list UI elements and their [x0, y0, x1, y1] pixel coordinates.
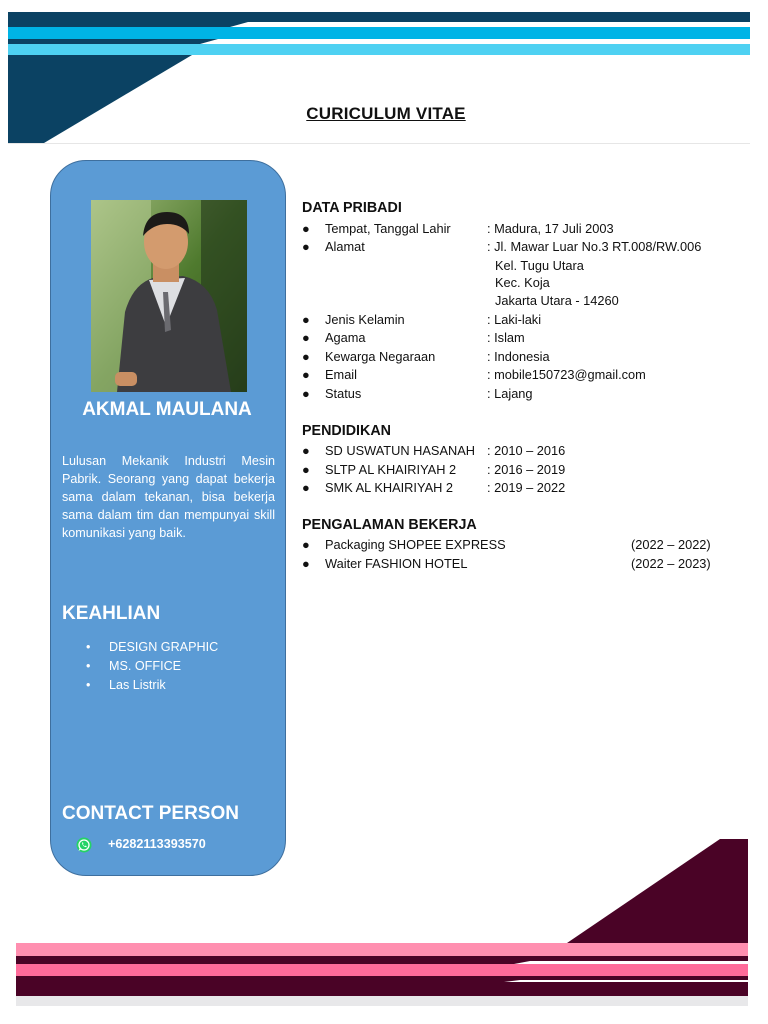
- job-title: Waiter FASHION HOTEL: [325, 556, 468, 571]
- education-row: [302, 442, 752, 461]
- nationality-row: [302, 348, 752, 367]
- birth-label: Tempat, Tanggal Lahir: [325, 221, 451, 236]
- experience-heading: PENGALAMAN BEKERJA: [302, 517, 477, 533]
- school-years: : 2019 – 2022: [487, 480, 566, 495]
- address-line: Kel. Tugu Utara: [495, 258, 584, 273]
- profile-summary: Lulusan Mekanik Industri Mesin Pabrik. Seorang yang dapat bekerja sama dalam tekanan, bisa bekerja sama dalam tim dan mempunyai skill komunikasi yang baik.: [62, 454, 275, 540]
- school-name: SLTP AL KHAIRIYAH 2: [325, 462, 457, 477]
- gender-row: [302, 311, 752, 330]
- email-label: Email: [325, 367, 357, 382]
- address-value: : Jl. Mawar Luar No.3 RT.008/RW.006: [487, 239, 702, 254]
- school-years: : 2016 – 2019: [487, 462, 566, 477]
- religion-label: Agama: [325, 330, 366, 345]
- contact-heading: CONTACT PERSON: [62, 803, 239, 824]
- birth-value: : Madura, 17 Juli 2003: [487, 221, 614, 236]
- religion-value: : Islam: [487, 330, 525, 345]
- email-value: : mobile150723@gmail.com: [487, 367, 646, 382]
- religion-row: [302, 329, 752, 348]
- birth-row: [302, 220, 752, 239]
- page-title: CURICULUM VITAE: [306, 104, 466, 123]
- skill-item: • Las Listrik: [86, 676, 218, 695]
- status-label: Status: [325, 386, 362, 401]
- bullet: ●: [302, 312, 310, 327]
- footer-decoration: [0, 830, 768, 1024]
- nationality-label: Kewarga Negaraan: [325, 349, 436, 364]
- education-heading: PENDIDIKAN: [302, 423, 391, 439]
- skills-heading: KEAHLIAN: [62, 603, 161, 624]
- bullet: ●: [302, 239, 310, 254]
- bullet: ●: [302, 537, 310, 552]
- email-row: [302, 366, 752, 385]
- school-years: : 2010 – 2016: [487, 443, 566, 458]
- bullet: ●: [302, 367, 310, 382]
- status-row: [302, 385, 752, 404]
- bullet: ●: [302, 221, 310, 236]
- profile-photo: [91, 200, 247, 392]
- status-value: : Lajang: [487, 386, 533, 401]
- job-period: (2022 – 2023): [631, 556, 711, 571]
- experience-row: [302, 555, 752, 574]
- education-row: [302, 479, 752, 498]
- address-label: Alamat: [325, 239, 365, 254]
- bullet: ●: [302, 480, 310, 495]
- experience-row: [302, 536, 752, 555]
- personal-data-heading: DATA PRIBADI: [302, 200, 402, 216]
- gender-label: Jenis Kelamin: [325, 312, 405, 327]
- address-line: Kec. Koja: [495, 275, 550, 290]
- address-line: Jakarta Utara - 14260: [495, 293, 619, 308]
- skills-list: [86, 638, 218, 695]
- job-title: Packaging SHOPEE EXPRESS: [325, 537, 506, 552]
- address-row: [302, 238, 752, 257]
- school-name: SMK AL KHAIRIYAH 2: [325, 480, 454, 495]
- contact-phone: +6282113393570: [108, 837, 206, 851]
- school-name: SD USWATUN HASANAH: [325, 443, 476, 458]
- gender-value: : Laki-laki: [487, 312, 542, 327]
- bullet: ●: [302, 330, 310, 345]
- nationality-value: : Indonesia: [487, 349, 550, 364]
- bullet: ●: [302, 386, 310, 401]
- bullet: ●: [302, 349, 310, 364]
- education-row: [302, 461, 752, 480]
- divider: [8, 143, 750, 144]
- bullet: ●: [302, 443, 310, 458]
- skill-item: • MS. OFFICE: [86, 657, 218, 676]
- header-decoration: [0, 0, 768, 150]
- bullet: ●: [302, 462, 310, 477]
- job-period: (2022 – 2022): [631, 537, 711, 552]
- bullet: ●: [302, 556, 310, 571]
- profile-name: AKMAL MAULANA: [82, 399, 252, 420]
- skill-item: • DESIGN GRAPHIC: [86, 638, 218, 657]
